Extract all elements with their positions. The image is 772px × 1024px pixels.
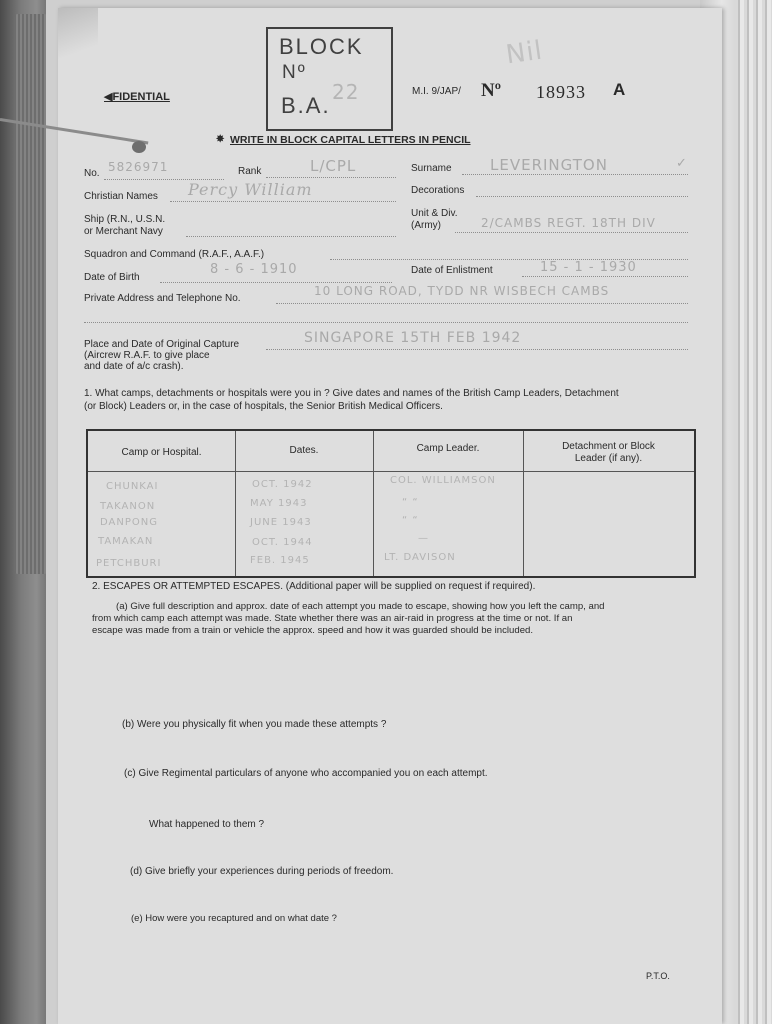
instruction-bullet: ✸ bbox=[216, 134, 225, 145]
ship-label: Ship (R.N., U.S.N. or Merchant Navy bbox=[84, 214, 166, 237]
rank-value: L/CPL bbox=[310, 157, 357, 175]
leader-cell: — bbox=[418, 533, 429, 544]
address-label: Private Address and Telephone No. bbox=[84, 293, 241, 304]
date-cell: FEB. 1945 bbox=[250, 555, 310, 566]
block-no-label: Nº bbox=[282, 62, 307, 83]
question-2c: (c) Give Regimental particulars of anyone who accompanied you on each attempt. bbox=[124, 768, 488, 779]
punch-hole bbox=[132, 141, 146, 153]
pto-label: P.T.O. bbox=[646, 971, 670, 981]
block-label: BLOCK bbox=[279, 34, 364, 59]
date-cell: OCT. 1944 bbox=[252, 537, 313, 548]
question-1: 1. What camps, detachments or hospitals were you in ? Give dates and names of the British Camp Leaders, Detachment (or Block) Leaders or, in the case of hospitals, the Senior British Medical Officers. bbox=[84, 388, 619, 412]
camp-cell: TAMAKAN bbox=[98, 536, 154, 547]
service-no-label: No. bbox=[84, 168, 100, 179]
form-number: 18933 bbox=[536, 82, 586, 102]
leader-cell: LT. DAVISON bbox=[384, 552, 456, 563]
service-no-value: 5826971 bbox=[108, 160, 169, 174]
date-cell: OCT. 1942 bbox=[252, 479, 313, 490]
squadron-label: Squadron and Command (R.A.F., A.A.F.) bbox=[84, 249, 265, 260]
form-suffix: A bbox=[613, 80, 626, 99]
camp-cell: DANPONG bbox=[100, 517, 158, 528]
date-cell: JUNE 1943 bbox=[250, 517, 312, 528]
question-2c-sub: What happened to them ? bbox=[149, 819, 265, 830]
enlistment-value: 15 - 1 - 1930 bbox=[540, 260, 637, 275]
nil-handwritten: Nil bbox=[504, 35, 545, 71]
surname-value: LEVERINGTON bbox=[490, 156, 608, 174]
header-detachment: Detachment or Block Leader (if any). bbox=[562, 441, 655, 464]
header-camp-leader: Camp Leader. bbox=[416, 443, 480, 454]
christian-names-value: Percy William bbox=[188, 180, 313, 199]
unit-value: 2/CAMBS REGT. 18TH DIV bbox=[481, 216, 656, 230]
leader-cell: COL. WILLIAMSON bbox=[390, 475, 496, 486]
form-no-label: Nº bbox=[481, 80, 501, 101]
rank-label: Rank bbox=[238, 166, 262, 177]
question-2b: (b) Were you physically fit when you made these attempts ? bbox=[122, 719, 387, 730]
enlistment-label: Date of Enlistment bbox=[411, 265, 493, 276]
capture-label: Place and Date of Original Capture (Aircrew R.A.F. to give place and date of a/c crash). bbox=[84, 339, 240, 372]
dob-value: 8 - 6 - 1910 bbox=[210, 262, 298, 277]
camp-cell: PETCHBURI bbox=[96, 558, 162, 569]
binder-strip bbox=[14, 14, 48, 574]
decorations-label: Decorations bbox=[411, 185, 465, 196]
surname-label: Surname bbox=[411, 163, 452, 174]
paper-edges bbox=[735, 0, 772, 1024]
unit-label: Unit & Div. (Army) bbox=[411, 208, 458, 231]
question-2a: (a) Give full description and approx. date of each attempt you made to escape, showing how you left the camp, and from which camp each attempt was made. State whether there was an air-raid in progress at the time or not. If an escape was made from a train or vehicle the approx. speed and how it was guarded should be included. bbox=[92, 601, 605, 636]
question-2-title: 2. ESCAPES OR ATTEMPTED ESCAPES. (Additional paper will be supplied on request if required). bbox=[92, 581, 536, 592]
address-value: 10 LONG ROAD, TYDD NR WISBECH CAMBS bbox=[314, 284, 610, 298]
instruction-text: WRITE IN BLOCK CAPITAL LETTERS IN PENCIL bbox=[230, 134, 471, 146]
block-number-handwritten: 22 bbox=[332, 80, 360, 104]
camp-cell: CHUNKAI bbox=[106, 481, 159, 492]
question-2e: (e) How were you recaptured and on what date ? bbox=[131, 913, 337, 924]
dob-label: Date of Birth bbox=[84, 272, 140, 283]
torn-corner bbox=[58, 8, 98, 68]
date-cell: MAY 1943 bbox=[250, 498, 308, 509]
question-2d: (d) Give briefly your experiences during periods of freedom. bbox=[130, 866, 394, 877]
christian-names-label: Christian Names bbox=[84, 191, 158, 202]
leader-cell: “ “ bbox=[402, 497, 419, 508]
header-camp: Camp or Hospital. bbox=[121, 447, 202, 458]
camps-table bbox=[86, 429, 696, 578]
header-dates: Dates. bbox=[289, 445, 319, 456]
surname-checkmark: ✓ bbox=[676, 156, 688, 171]
capture-value: SINGAPORE 15TH FEB 1942 bbox=[304, 330, 522, 346]
camp-cell: TAKANON bbox=[100, 501, 156, 512]
leader-cell: “ “ bbox=[402, 515, 419, 526]
ref-code: M.I. 9/JAP/ bbox=[412, 86, 461, 97]
block-ba-label: B.A. bbox=[281, 93, 331, 118]
confidential-label: ◀FIDENTIAL bbox=[104, 91, 170, 103]
